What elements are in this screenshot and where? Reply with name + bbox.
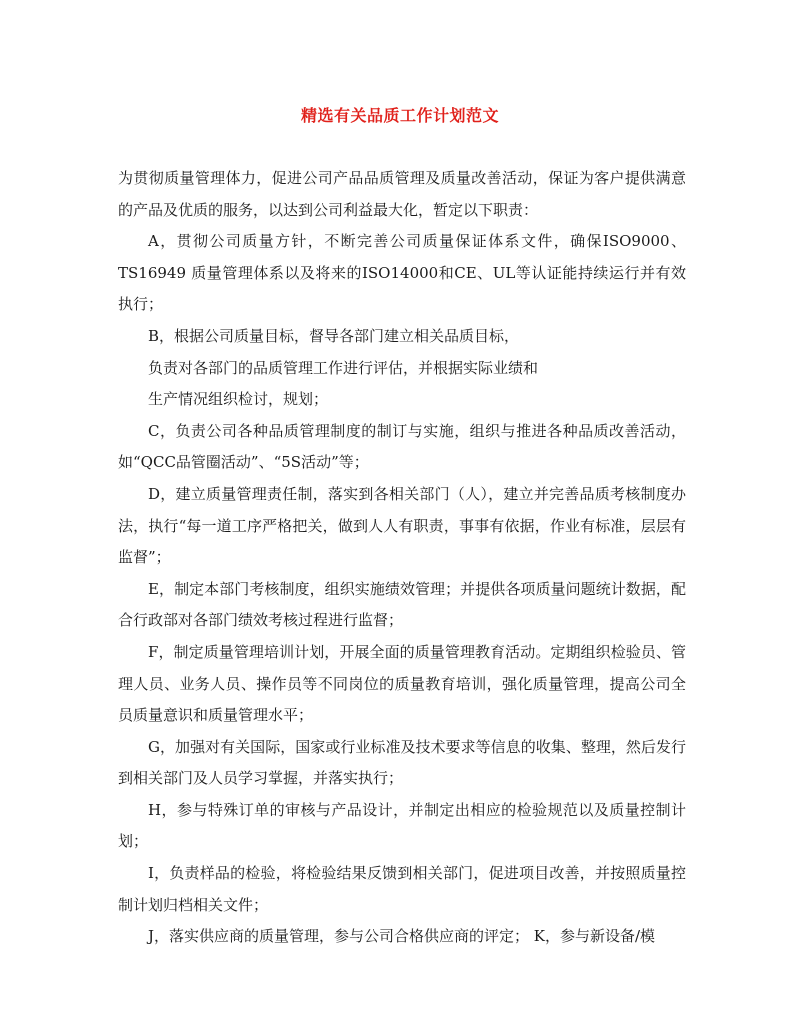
item-e-paragraph: E，制定本部门考核制度，组织实施绩效管理；并提供各项质量问题统计数据，配合行政部对各部门绩效考核过程进行监督； (118, 579, 686, 630)
item-g-paragraph: G，加强对有关国际，国家或行业标准及技术要求等信息的收集、整理，然后发行到相关部门及人员学习掌握，并落实执行； (118, 737, 686, 788)
item-a-paragraph: A，贯彻公司质量方针，不断完善公司质量保证体系文件，确保ISO9000、TS16949 质量管理体系以及将来的ISO14000和CE、UL等认证能持续运行并有效执行； (118, 232, 686, 314)
item-h-paragraph: H，参与特殊订单的审核与产品设计，并制定出相应的检验规范以及质量控制计划； (118, 800, 686, 851)
item-b-line-3: 生产情况组织检讨，规划； (148, 390, 329, 409)
item-c-paragraph: C，负责公司各种品质管理制度的制订与实施，组织与推进各种品质改善活动，如“QCC品管圈活动”、“5S活动”等； (118, 421, 686, 472)
document-body (118, 163, 686, 953)
intro-paragraph: 为贯彻质量管理体力，促进公司产品品质管理及质量改善活动，保证为客户提供满意的产品及优质的服务，以达到公司利益最大化，暂定以下职责： (118, 169, 686, 219)
document-title: 精选有关品质工作计划范文 (300, 106, 499, 125)
item-f-paragraph: F，制定质量管理培训计划，开展全面的质量管理教育活动。定期组织检验员、管理人员、业务人员、操作员等不同岗位的质量教育培训，强化质量管理，提高公司全员质量意识和质量管理水平； (118, 642, 686, 725)
item-d-paragraph: D，建立质量管理责任制，落实到各相关部门（人），建立并完善品质考核制度办法，执行“每一道工序严格把关，做到人人有职责，事事有依据，作业有标准，层层有监督”； (118, 484, 686, 567)
item-i-paragraph: I，负责样品的检验，将检验结果反馈到相关部门，促进项目改善，并按照质量控制计划归档相关文件； (118, 864, 686, 914)
item-b-paragraph: B，根据公司质量目标，督导各部门建立相关品质目标， (148, 326, 520, 345)
item-j-k-paragraph: J，落实供应商的质量管理，参与公司合格供应商的评定； K，参与新设备/模 (148, 927, 656, 946)
item-b-line-2: 负责对各部门的品质管理工作进行评估，并根据实际业绩和 (148, 358, 539, 377)
